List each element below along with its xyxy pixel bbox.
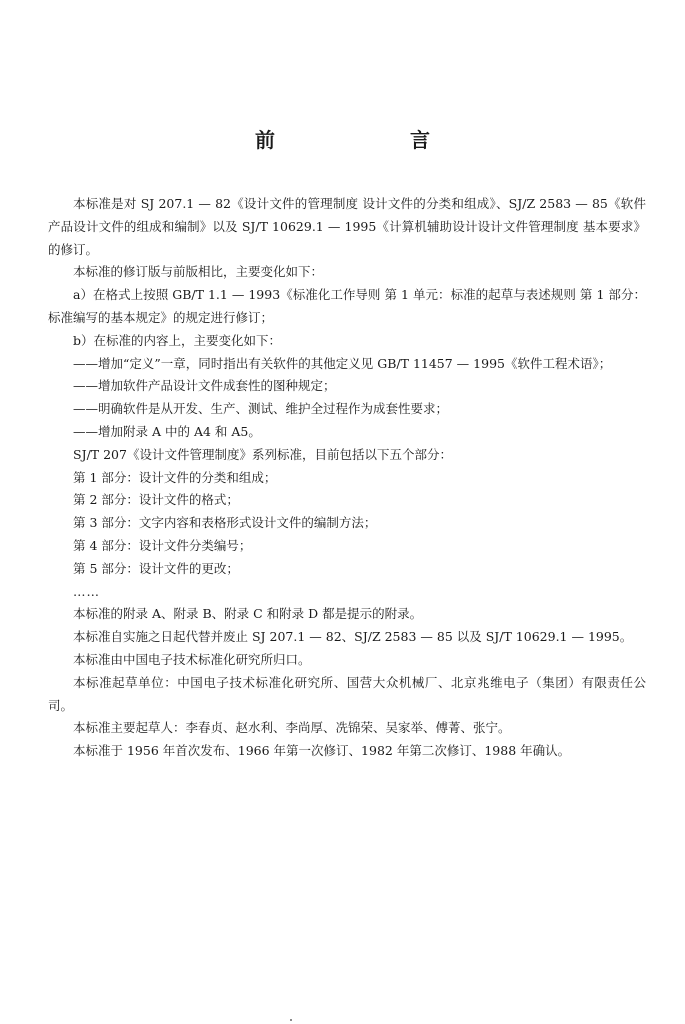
list-item-part-1: 第 1 部分：设计文件的分类和组成； <box>73 469 277 485</box>
list-item-definition: ——增加“定义”一章，同时指出有关软件的其他定义见 GB/T 11457 — 1995《软件工程术语》； <box>73 355 612 371</box>
list-item-appendix-a: ——增加附录 A 中的 A4 和 A5。 <box>73 423 261 439</box>
list-item-drawing-types: ——增加软件产品设计文件成套性的图种规定； <box>73 378 336 394</box>
paragraph-history: 本标准于 1956 年首次发布、1966 年第一次修订、1982 年第二次修订、1988 年确认。 <box>73 743 571 759</box>
paragraph-drafting-units: 本标准起草单位：中国电子技术标准化研究所、国营大众机械厂、北京兆维电子（集团）有限责任公司。 <box>48 674 646 713</box>
paragraph-responsible-org: 本标准由中国电子技术标准化研究所归口。 <box>73 651 311 667</box>
page-title: 前 言 <box>255 128 494 152</box>
scan-speck <box>290 1019 292 1021</box>
list-item-software-lifecycle: ——明确软件是从开发、生产、测试、维护全过程作为成套性要求； <box>73 401 449 417</box>
list-item-part-5: 第 5 部分：设计文件的更改； <box>73 560 239 576</box>
list-item-part-4: 第 4 部分：设计文件分类编号； <box>73 537 252 553</box>
list-item-part-2: 第 2 部分：设计文件的格式； <box>73 492 239 508</box>
list-item-part-3: 第 3 部分：文字内容和表格形式设计文件的编制方法； <box>73 515 377 531</box>
paragraph-intro: 本标准是对 SJ 207.1 — 82《设计文件的管理制度 设计文件的分类和组成》、SJ/Z 2583 — 85《软件产品设计文件的组成和编制》以及 SJ/T 10629.1 — 1995《计算机辅助设计设计文件管理制度 基本要求》的修订。 <box>48 196 646 257</box>
paragraph-changes-heading: 本标准的修订版与前版相比，主要变化如下： <box>73 264 324 280</box>
ellipsis: …… <box>73 583 100 599</box>
paragraph-supersedes: 本标准自实施之日起代替并废止 SJ 207.1 — 82、SJ/Z 2583 — 85 以及 SJ/T 10629.1 — 1995。 <box>73 629 633 645</box>
paragraph-appendices: 本标准的附录 A、附录 B、附录 C 和附录 D 都是提示的附录。 <box>73 606 423 622</box>
paragraph-series: SJ/T 207《设计文件管理制度》系列标准，目前包括以下五个部分： <box>73 446 452 462</box>
document-body <box>48 193 646 763</box>
paragraph-change-b: b）在标准的内容上，主要变化如下： <box>73 332 282 348</box>
paragraph-change-a: a）在格式上按照 GB/T 1.1 — 1993《标准化工作导则 第 1 单元：标准的起草与表述规则 第 1 部分：标准编写的基本规定》的规定进行修订； <box>48 287 646 325</box>
paragraph-drafters: 本标准主要起草人：李春贞、赵水利、李尚厚、冼锦荣、吴家举、傅菁、张宁。 <box>73 720 511 736</box>
